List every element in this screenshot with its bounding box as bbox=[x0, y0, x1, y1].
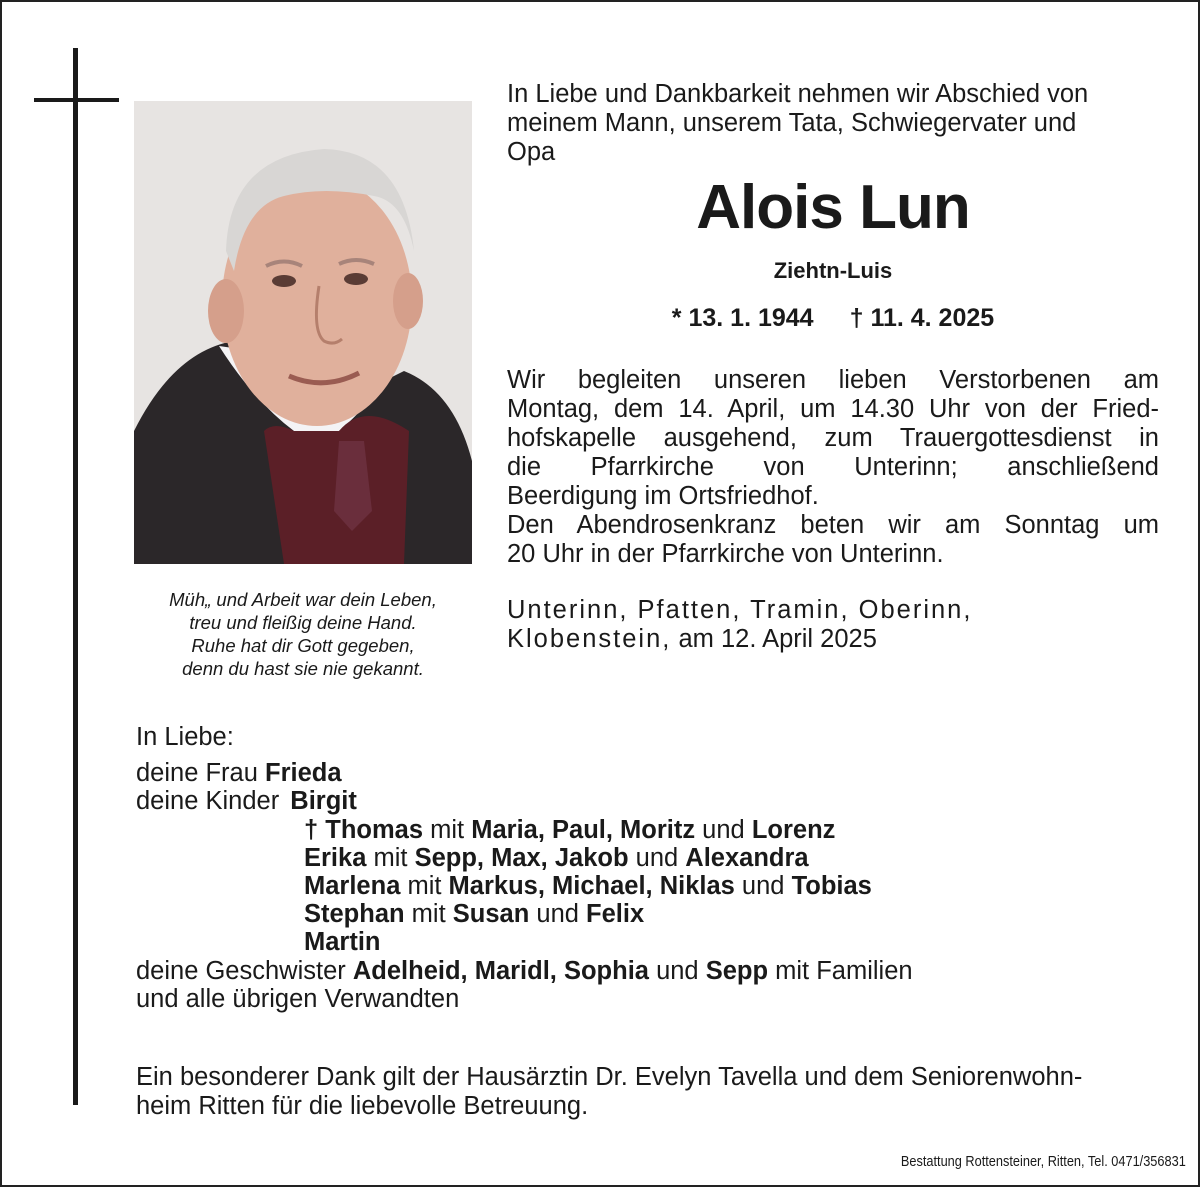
wife-name: Frieda bbox=[265, 759, 342, 788]
life-dates bbox=[507, 302, 1159, 334]
child-row bbox=[136, 928, 1136, 956]
thanks-note bbox=[136, 1063, 1160, 1121]
connector: und bbox=[628, 843, 686, 872]
spacer bbox=[136, 751, 1136, 759]
siblings-prefix: deine Geschwister bbox=[136, 956, 353, 985]
connector: und bbox=[529, 900, 587, 929]
grandchild: Lorenz bbox=[751, 815, 836, 844]
child-row bbox=[136, 844, 1136, 872]
connector: und bbox=[734, 871, 792, 900]
place-line: Unterinn, Pfatten, Tramin, Oberinn, bbox=[507, 596, 973, 624]
thanks-line: Ein besonderer Dank gilt der Hausärztin Dr. Evelyn Tavella und dem Seniorenwohn- bbox=[136, 1063, 1083, 1091]
child-name: Stephan bbox=[304, 900, 405, 929]
mourners-heading: In Liebe: bbox=[136, 723, 234, 751]
child-name: Martin bbox=[304, 928, 381, 957]
place-date-line bbox=[507, 625, 1159, 654]
wife-prefix: deine Frau bbox=[136, 759, 265, 788]
intro-text bbox=[507, 80, 1159, 167]
grandchildren: Susan bbox=[452, 900, 530, 929]
connector: mit bbox=[366, 843, 415, 872]
grandchild: Felix bbox=[586, 900, 645, 929]
wife-row bbox=[136, 759, 1136, 787]
service-line: 20 Uhr in der Pfarrkirche von Unterinn. bbox=[507, 540, 944, 568]
verse-line: treu und fleißig deine Hand. bbox=[189, 612, 417, 633]
grandchildren: Markus, Michael, Niklas bbox=[448, 871, 735, 900]
service-line: Montag, dem 14. April, um 14.30 Uhr von der Fried- bbox=[507, 395, 1159, 423]
sibling-name: Sepp bbox=[705, 956, 769, 985]
siblings-suffix: mit Familien bbox=[768, 956, 913, 985]
children-prefix: deine Kinder bbox=[136, 787, 287, 816]
grandchildren: Sepp, Max, Jakob bbox=[414, 843, 629, 872]
intro-line: In Liebe und Dankbarkeit nehmen wir Abschied von bbox=[507, 80, 1089, 108]
connector: mit bbox=[423, 815, 472, 844]
children-row bbox=[136, 787, 1136, 815]
connector: und bbox=[648, 956, 706, 985]
deceased-name: Alois Lun bbox=[696, 173, 970, 242]
place-and-date bbox=[507, 596, 1159, 654]
service-line: Den Abendrosenkranz beten wir am Sonntag um bbox=[507, 511, 1159, 539]
cross-icon-bar bbox=[34, 98, 119, 102]
intro-line: Opa bbox=[507, 138, 556, 166]
thanks-line: heim Ritten für die liebevolle Betreuung. bbox=[136, 1092, 589, 1120]
grandchildren: Maria, Paul, Moritz bbox=[471, 815, 696, 844]
child-name: Marlena bbox=[304, 871, 401, 900]
verse-line: Müh„ und Arbeit war dein Leben, bbox=[169, 589, 437, 610]
connector: mit bbox=[404, 900, 453, 929]
place-name: Klobenstein, bbox=[507, 625, 672, 653]
relatives-row: und alle übrigen Verwandten bbox=[136, 984, 460, 1013]
service-line: die Pfarrkirche von Unterinn; anschließend bbox=[507, 453, 1159, 481]
siblings-row bbox=[136, 957, 1136, 985]
intro-line: meinem Mann, unserem Tata, Schwiegervater und bbox=[507, 109, 1077, 137]
death-date: † 11. 4. 2025 bbox=[849, 304, 995, 332]
service-line: Wir begleiten unseren lieben Verstorbenen am bbox=[507, 366, 1159, 394]
child-name: † Thomas bbox=[304, 815, 424, 844]
notice-date: am 12. April 2025 bbox=[671, 625, 877, 653]
verse-line: denn du hast sie nie gekannt. bbox=[182, 658, 424, 679]
service-line: Beerdigung im Ortsfriedhof. bbox=[507, 482, 819, 510]
service-line: hofskapelle ausgehend, zum Trauergottesdienst in bbox=[507, 424, 1159, 452]
connector: und bbox=[695, 815, 752, 844]
grandchild: Alexandra bbox=[685, 843, 809, 872]
sibling-names: Adelheid, Maridl, Sophia bbox=[352, 956, 649, 985]
mourners-list bbox=[136, 723, 1136, 1013]
portrait-photo bbox=[134, 101, 472, 564]
connector: mit bbox=[400, 871, 449, 900]
grandchild: Tobias bbox=[791, 871, 872, 900]
funeral-home-credit: Bestattung Rottensteiner, Ritten, Tel. 0471/356831 bbox=[901, 1154, 1186, 1170]
verse-line: Ruhe hat dir Gott gegeben, bbox=[191, 635, 415, 656]
cross-icon bbox=[73, 48, 78, 1105]
child-row bbox=[136, 872, 1136, 900]
deceased-nickname: Ziehtn-Luis bbox=[773, 258, 893, 283]
birth-date: * 13. 1. 1944 bbox=[671, 304, 814, 332]
child-row bbox=[136, 816, 1136, 844]
service-announcement bbox=[507, 366, 1159, 569]
child-name: Erika bbox=[304, 843, 367, 872]
child-row bbox=[136, 900, 1136, 928]
memorial-verse bbox=[134, 588, 472, 680]
child-name: Birgit bbox=[290, 787, 357, 816]
